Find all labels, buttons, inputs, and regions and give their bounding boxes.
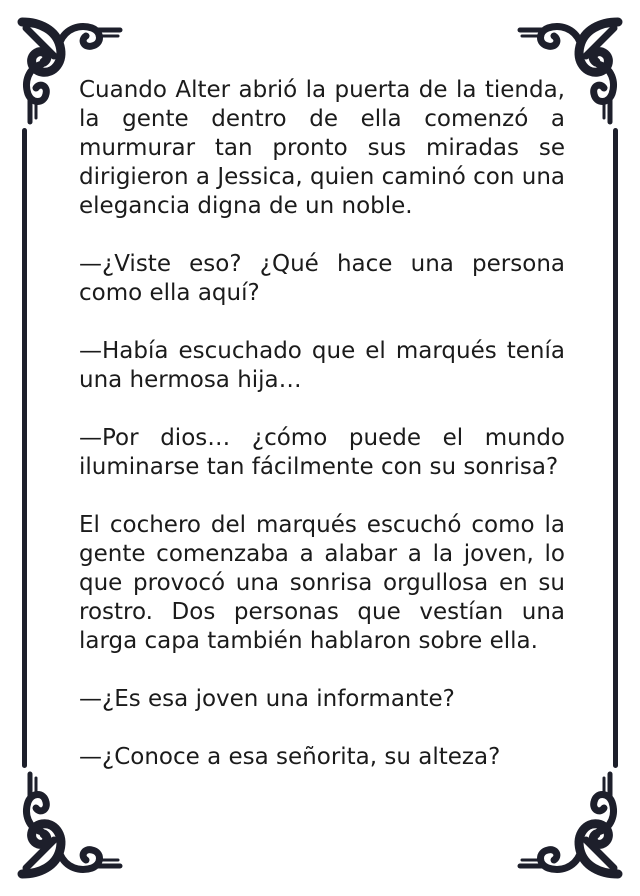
paragraph-dialogue-5: —¿Conoce a esa señorita, su alteza? bbox=[79, 744, 501, 770]
frame-left-border bbox=[22, 128, 27, 768]
story-text bbox=[79, 76, 565, 801]
paragraph-narration-2: El cochero del marqués escuchó como la gente comenzaba a alabar a la joven, lo que provocó una sonrisa orgullosa en su rostro. Dos personas que vestían una larga capa también hablaron sobre ella. bbox=[79, 512, 565, 654]
paragraph-dialogue-4: —¿Es esa joven una informante? bbox=[79, 686, 455, 712]
paragraph-dialogue-3: —Por dios… ¿cómo puede el mundo iluminarse tan fácilmente con su sonrisa? bbox=[79, 425, 565, 480]
paragraph-narration-1: Cuando Alter abrió la puerta de la tienda, la gente dentro de ella comenzó a murmurar tan pronto sus miradas se dirigieron a Jessica, quien caminó con una elegancia digna de un noble. bbox=[79, 77, 565, 219]
paragraph-dialogue-1: —¿Viste eso? ¿Qué hace una persona como ella aquí? bbox=[79, 251, 565, 306]
frame-right-border bbox=[613, 128, 618, 768]
paragraph-dialogue-2: —Había escuchado que el marqués tenía una hermosa hija… bbox=[79, 338, 565, 393]
